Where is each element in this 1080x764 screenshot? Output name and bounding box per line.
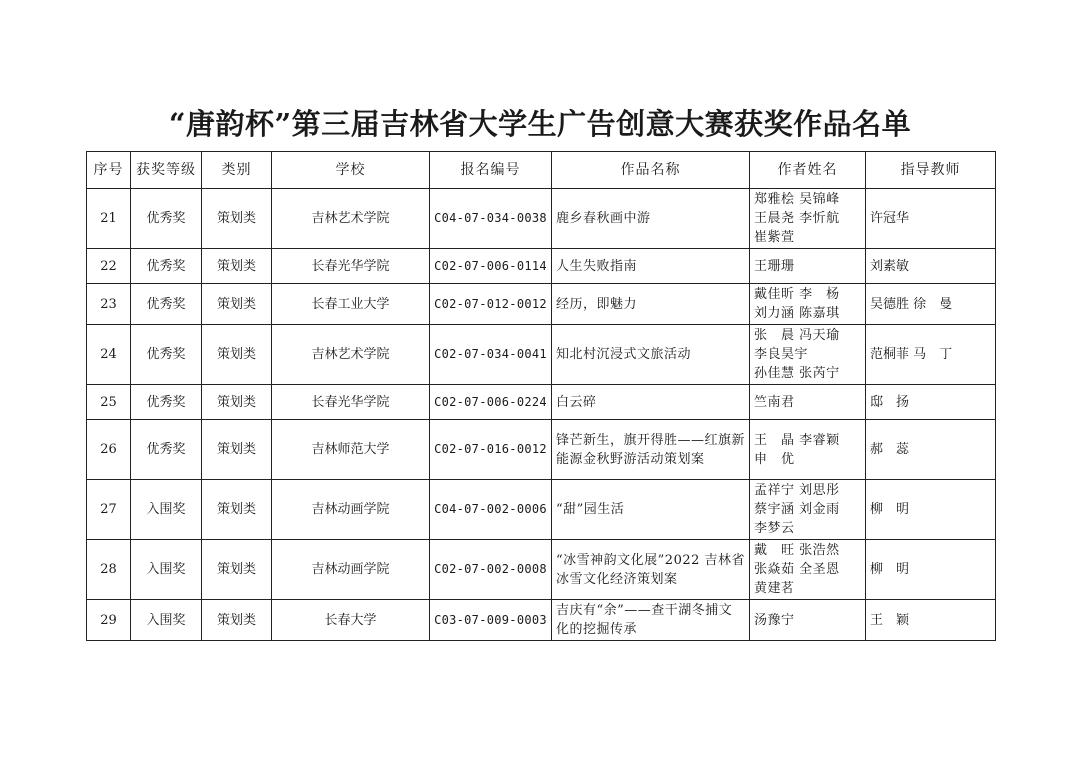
cell-school: 长春工业大学 — [272, 284, 430, 325]
cell-no: 26 — [87, 420, 131, 480]
cell-code: C02-07-012-0012 — [430, 284, 552, 325]
cell-code: C03-07-009-0003 — [430, 600, 552, 641]
author-line: 黄建茗 — [754, 581, 795, 596]
cell-title: 知北村沉浸式文旅活动 — [552, 325, 750, 385]
author-line: 郑雅桧 吴锦峰 — [754, 192, 840, 207]
cell-level: 优秀奖 — [131, 284, 202, 325]
author-line: 蔡宇涵 刘金雨 — [754, 502, 840, 517]
table-row — [87, 249, 996, 284]
cell-title: 人生失败指南 — [552, 249, 750, 284]
cell-level: 优秀奖 — [131, 420, 202, 480]
cell-no: 23 — [87, 284, 131, 325]
cell-category: 策划类 — [202, 284, 272, 325]
author-line: 申 优 — [754, 451, 795, 467]
document-title: “唐韵杯”第三届吉林省大学生广告创意大赛获奖作品名单 — [168, 107, 912, 141]
cell-school: 吉林动画学院 — [272, 480, 430, 540]
cell-code: C02-07-016-0012 — [430, 420, 552, 480]
column-header-title: 作品名称 — [552, 152, 750, 189]
cell-level: 优秀奖 — [131, 189, 202, 249]
column-header-authors: 作者姓名 — [750, 152, 866, 189]
cell-authors — [750, 600, 866, 641]
column-header-level: 获奖等级 — [131, 152, 202, 189]
cell-level: 入围奖 — [131, 480, 202, 540]
cell-category: 策划类 — [202, 540, 272, 600]
cell-no: 28 — [87, 540, 131, 600]
cell-advisor: 刘素敏 — [866, 249, 996, 284]
cell-code: C02-07-006-0224 — [430, 385, 552, 420]
cell-no: 27 — [87, 480, 131, 540]
cell-no: 29 — [87, 600, 131, 641]
table-row — [87, 284, 996, 325]
cell-category: 策划类 — [202, 325, 272, 385]
cell-level: 优秀奖 — [131, 249, 202, 284]
cell-category: 策划类 — [202, 600, 272, 641]
cell-level: 入围奖 — [131, 600, 202, 641]
cell-authors — [750, 420, 866, 480]
cell-title: “冰雪神韵文化展”2022 吉林省冰雪文化经济策划案 — [552, 540, 750, 600]
cell-category: 策划类 — [202, 385, 272, 420]
author-line: 李良昊宇 — [754, 347, 809, 362]
table-row — [87, 325, 996, 385]
table-row — [87, 189, 996, 249]
cell-level: 优秀奖 — [131, 325, 202, 385]
cell-advisor: 柳 明 — [866, 480, 996, 540]
cell-advisor: 邸 扬 — [866, 385, 996, 420]
author-line: 崔紫萱 — [754, 230, 795, 245]
cell-authors — [750, 189, 866, 249]
cell-title: “甜”园生活 — [552, 480, 750, 540]
cell-school: 长春光华学院 — [272, 385, 430, 420]
column-header-code: 报名编号 — [430, 152, 552, 189]
cell-no: 22 — [87, 249, 131, 284]
cell-category: 策划类 — [202, 420, 272, 480]
column-header-category: 类别 — [202, 152, 272, 189]
author-line: 戴佳昕 李 杨 — [754, 287, 840, 302]
cell-authors — [750, 325, 866, 385]
author-line: 孟祥宁 刘思彤 — [754, 483, 840, 498]
table-row — [87, 540, 996, 600]
author-line: 刘力涵 陈嘉琪 — [754, 306, 840, 321]
author-line: 汤豫宁 — [754, 612, 795, 628]
author-line: 竺南君 — [754, 394, 795, 410]
author-line: 张 晨 冯天瑜 — [754, 328, 840, 343]
cell-school: 吉林师范大学 — [272, 420, 430, 480]
author-line: 戴 旺 张浩然 — [754, 543, 840, 558]
cell-advisor: 柳 明 — [866, 540, 996, 600]
cell-level: 优秀奖 — [131, 385, 202, 420]
cell-advisor: 王 颖 — [866, 600, 996, 641]
cell-authors — [750, 540, 866, 600]
cell-school: 吉林艺术学院 — [272, 325, 430, 385]
cell-no: 24 — [87, 325, 131, 385]
table-row — [87, 480, 996, 540]
cell-title: 吉庆有“余”——查干湖冬捕文化的挖掘传承 — [552, 600, 750, 641]
author-line: 王珊珊 — [754, 258, 795, 274]
awards-table — [86, 151, 996, 641]
cell-title: 经历，即魅力 — [552, 284, 750, 325]
cell-category: 策划类 — [202, 189, 272, 249]
cell-advisor: 吴德胜 徐 曼 — [866, 284, 996, 325]
cell-no: 25 — [87, 385, 131, 420]
column-header-school: 学校 — [272, 152, 430, 189]
cell-title: 鹿乡春秋画中游 — [552, 189, 750, 249]
cell-title: 白云碎 — [552, 385, 750, 420]
cell-advisor: 许冠华 — [866, 189, 996, 249]
cell-title: 锋芒新生，旗开得胜——红旗新能源金秋野游活动策划案 — [552, 420, 750, 480]
author-line: 张焱茹 全圣恩 — [754, 562, 840, 577]
cell-school: 长春大学 — [272, 600, 430, 641]
table-row — [87, 600, 996, 641]
cell-advisor: 郝 蕊 — [866, 420, 996, 480]
cell-school: 长春光华学院 — [272, 249, 430, 284]
author-line: 王晨尧 李忻航 — [754, 211, 840, 226]
cell-category: 策划类 — [202, 480, 272, 540]
author-line: 王 晶 李睿颖 — [754, 432, 840, 448]
cell-code: C02-07-002-0008 — [430, 540, 552, 600]
cell-authors — [750, 284, 866, 325]
cell-category: 策划类 — [202, 249, 272, 284]
cell-school: 吉林艺术学院 — [272, 189, 430, 249]
table-row — [87, 385, 996, 420]
cell-school: 吉林动画学院 — [272, 540, 430, 600]
author-line: 孙佳慧 张芮宁 — [754, 366, 840, 381]
cell-code: C04-07-034-0038 — [430, 189, 552, 249]
cell-code: C04-07-002-0006 — [430, 480, 552, 540]
column-header-no: 序号 — [87, 152, 131, 189]
cell-advisor: 范桐菲 马 丁 — [866, 325, 996, 385]
column-header-advisor: 指导教师 — [866, 152, 996, 189]
cell-authors — [750, 385, 866, 420]
table-header-row — [87, 152, 996, 189]
cell-code: C02-07-006-0114 — [430, 249, 552, 284]
cell-authors — [750, 249, 866, 284]
cell-level: 入围奖 — [131, 540, 202, 600]
cell-no: 21 — [87, 189, 131, 249]
cell-code: C02-07-034-0041 — [430, 325, 552, 385]
table-row — [87, 420, 996, 480]
cell-authors — [750, 480, 866, 540]
author-line: 李梦云 — [754, 521, 795, 536]
